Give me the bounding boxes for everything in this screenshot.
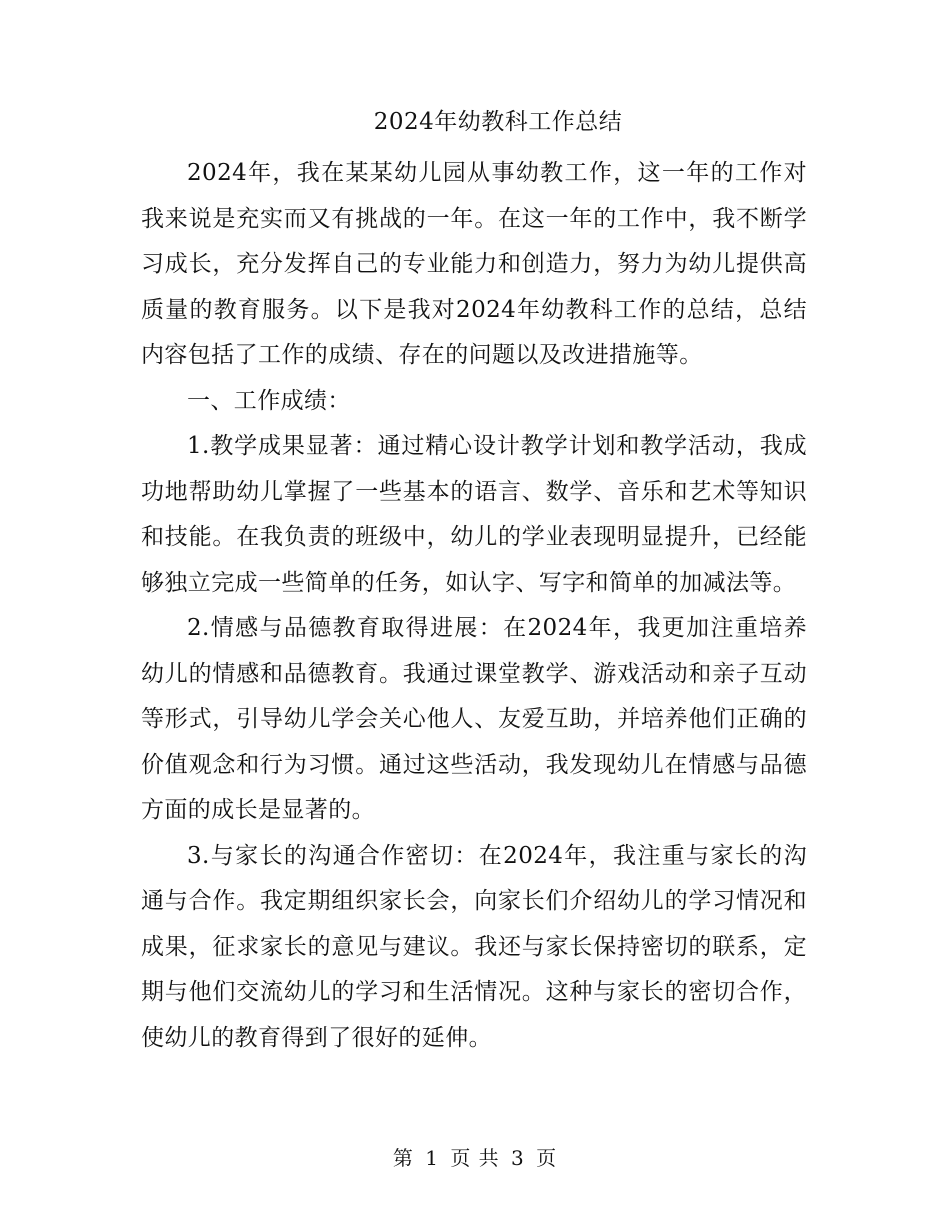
footer-total-pages: 3 (511, 1146, 525, 1170)
footer-suffix: 页 (536, 1146, 558, 1170)
footer-page-number: 1 (425, 1146, 439, 1170)
footer-middle: 页 共 (450, 1146, 500, 1170)
document-body (141, 151, 807, 1061)
achievement-item-2: 2.情感与品德教育取得进展：在2024年，我更加注重培养幼儿的情感和品德教育。我通过课堂教学、游戏活动和亲子互动等形式，引导幼儿学会关心他人、友爱互助，并培养他们正确的价值观念和行为习惯。通过这些活动，我发现幼儿在情感与品德方面的成长是显著的。 (141, 615, 807, 823)
document-title: 2024年幼教科工作总结 (373, 109, 623, 135)
intro-paragraph: 2024年，我在某某幼儿园从事幼教工作，这一年的工作对我来说是充实而又有挑战的一年。在这一年的工作中，我不断学习成长，充分发挥自己的专业能力和创造力，努力为幼儿提供高质量的教育服务。以下是我对2024年幼教科工作的总结，总结内容包括了工作的成绩、存在的问题以及改进措施等。 (141, 160, 807, 368)
page-footer (0, 1144, 950, 1172)
section-heading: 一、工作成绩： (187, 387, 351, 414)
achievement-item-3: 3.与家长的沟通合作密切：在2024年，我注重与家长的沟通与合作。我定期组织家长会，向家长们介绍幼儿的学习情况和成果，征求家长的意见与建议。我还与家长保持密切的联系，定期与他们交流幼儿的学习和生活情况。这种与家长的密切合作，使幼儿的教育得到了很好的延伸。 (141, 842, 807, 1051)
footer-prefix: 第 (392, 1146, 414, 1170)
achievement-item-1: 1.教学成果显著：通过精心设计教学计划和教学活动，我成功地帮助幼儿掌握了一些基本的语言、数学、音乐和艺术等知识和技能。在我负责的班级中，幼儿的学业表现明显提升，已经能够独立完成一些简单的任务，如认字、写字和简单的加减法等。 (141, 433, 807, 596)
